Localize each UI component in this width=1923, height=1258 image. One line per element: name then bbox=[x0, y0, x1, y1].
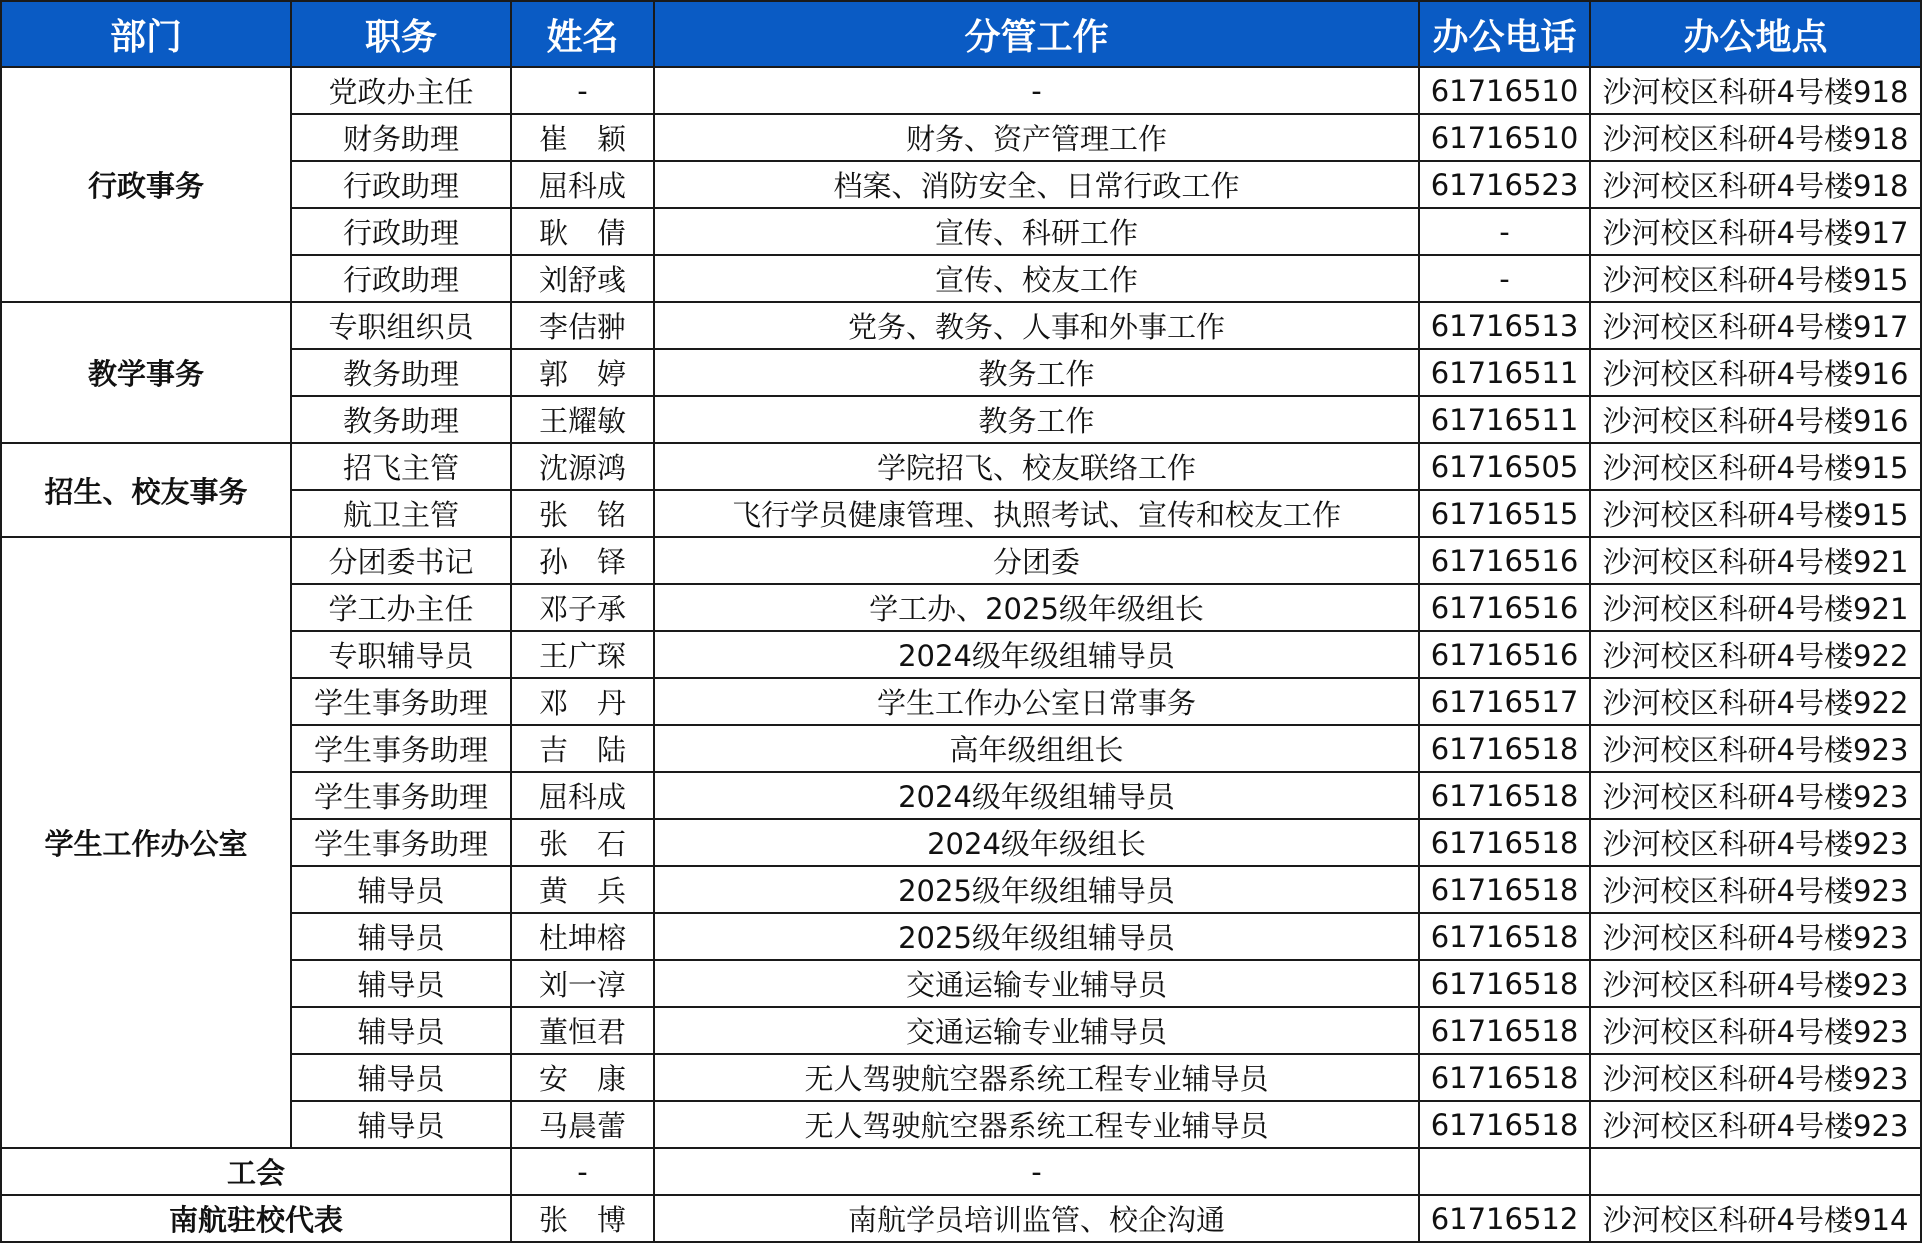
header-position: 职务 bbox=[291, 1, 511, 67]
phone-cell: 61716511 bbox=[1419, 396, 1590, 443]
location-cell: 沙河校区科研4号楼918 bbox=[1590, 161, 1921, 208]
location-cell: 沙河校区科研4号楼915 bbox=[1590, 443, 1921, 490]
location-cell: 沙河校区科研4号楼923 bbox=[1590, 1007, 1921, 1054]
phone-cell: 61716518 bbox=[1419, 960, 1590, 1007]
department-cell: 南航驻校代表 bbox=[1, 1195, 511, 1242]
name-cell: 吉 陆 bbox=[511, 725, 654, 772]
position-cell: 辅导员 bbox=[291, 1007, 511, 1054]
header-name: 姓名 bbox=[511, 1, 654, 67]
table-row bbox=[1, 1148, 1921, 1195]
duties-cell: 无人驾驶航空器系统工程专业辅导员 bbox=[654, 1101, 1419, 1148]
table-row bbox=[1, 537, 1921, 584]
position-cell: 航卫主管 bbox=[291, 490, 511, 537]
duties-cell: 宣传、科研工作 bbox=[654, 208, 1419, 255]
duties-cell: 学工办、2025级年级组长 bbox=[654, 584, 1419, 631]
phone-cell: - bbox=[1419, 255, 1590, 302]
position-cell: 辅导员 bbox=[291, 960, 511, 1007]
phone-cell: 61716516 bbox=[1419, 631, 1590, 678]
header-phone: 办公电话 bbox=[1419, 1, 1590, 67]
phone-cell: 61716518 bbox=[1419, 819, 1590, 866]
duties-cell: 交通运输专业辅导员 bbox=[654, 960, 1419, 1007]
name-cell: 黄 兵 bbox=[511, 866, 654, 913]
header-department: 部门 bbox=[1, 1, 291, 67]
duties-cell: 教务工作 bbox=[654, 349, 1419, 396]
table-body bbox=[1, 67, 1921, 1242]
phone-cell: 61716513 bbox=[1419, 302, 1590, 349]
department-cell: 学生工作办公室 bbox=[1, 537, 291, 1148]
name-cell: 孙 铎 bbox=[511, 537, 654, 584]
position-cell: 学生事务助理 bbox=[291, 772, 511, 819]
position-cell: 党政办主任 bbox=[291, 67, 511, 114]
duties-cell: 档案、消防安全、日常行政工作 bbox=[654, 161, 1419, 208]
position-cell: 招飞主管 bbox=[291, 443, 511, 490]
phone-cell: 61716515 bbox=[1419, 490, 1590, 537]
duties-cell: 飞行学员健康管理、执照考试、宣传和校友工作 bbox=[654, 490, 1419, 537]
location-cell: 沙河校区科研4号楼918 bbox=[1590, 114, 1921, 161]
duties-cell: - bbox=[654, 67, 1419, 114]
location-cell: 沙河校区科研4号楼923 bbox=[1590, 1101, 1921, 1148]
phone-cell: 61716511 bbox=[1419, 349, 1590, 396]
name-cell: 马晨蕾 bbox=[511, 1101, 654, 1148]
position-cell: 行政助理 bbox=[291, 208, 511, 255]
duties-cell: 党务、教务、人事和外事工作 bbox=[654, 302, 1419, 349]
position-cell: 学生事务助理 bbox=[291, 678, 511, 725]
name-cell: 王耀敏 bbox=[511, 396, 654, 443]
phone-cell: 61716518 bbox=[1419, 913, 1590, 960]
table-row bbox=[1, 302, 1921, 349]
name-cell: 张 石 bbox=[511, 819, 654, 866]
position-cell: 教务助理 bbox=[291, 349, 511, 396]
table-row bbox=[1, 443, 1921, 490]
department-cell: 教学事务 bbox=[1, 302, 291, 443]
phone-cell: 61716512 bbox=[1419, 1195, 1590, 1242]
header-row bbox=[1, 1, 1921, 67]
duties-cell: 2024级年级组辅导员 bbox=[654, 772, 1419, 819]
name-cell: 安 康 bbox=[511, 1054, 654, 1101]
position-cell: 辅导员 bbox=[291, 1101, 511, 1148]
name-cell: 董恒君 bbox=[511, 1007, 654, 1054]
location-cell: 沙河校区科研4号楼917 bbox=[1590, 302, 1921, 349]
name-cell: - bbox=[511, 1148, 654, 1195]
table-row bbox=[1, 1195, 1921, 1242]
name-cell: 张 铭 bbox=[511, 490, 654, 537]
duties-cell: 学院招飞、校友联络工作 bbox=[654, 443, 1419, 490]
position-cell: 专职组织员 bbox=[291, 302, 511, 349]
location-cell: 沙河校区科研4号楼918 bbox=[1590, 67, 1921, 114]
location-cell: 沙河校区科研4号楼915 bbox=[1590, 255, 1921, 302]
phone-cell: 61716516 bbox=[1419, 584, 1590, 631]
location-cell: 沙河校区科研4号楼923 bbox=[1590, 819, 1921, 866]
department-cell: 工会 bbox=[1, 1148, 511, 1195]
duties-cell: 交通运输专业辅导员 bbox=[654, 1007, 1419, 1054]
name-cell: 耿 倩 bbox=[511, 208, 654, 255]
position-cell: 辅导员 bbox=[291, 913, 511, 960]
location-cell: 沙河校区科研4号楼923 bbox=[1590, 772, 1921, 819]
duties-cell: 宣传、校友工作 bbox=[654, 255, 1419, 302]
duties-cell: 2025级年级组辅导员 bbox=[654, 913, 1419, 960]
location-cell: 沙河校区科研4号楼916 bbox=[1590, 396, 1921, 443]
header-duties: 分管工作 bbox=[654, 1, 1419, 67]
phone-cell: 61716510 bbox=[1419, 114, 1590, 161]
phone-cell: 61716510 bbox=[1419, 67, 1590, 114]
name-cell: 崔 颖 bbox=[511, 114, 654, 161]
phone-cell: - bbox=[1419, 208, 1590, 255]
position-cell: 辅导员 bbox=[291, 866, 511, 913]
duties-cell: 无人驾驶航空器系统工程专业辅导员 bbox=[654, 1054, 1419, 1101]
phone-cell: 61716518 bbox=[1419, 1007, 1590, 1054]
phone-cell: 61716505 bbox=[1419, 443, 1590, 490]
name-cell: 屈科成 bbox=[511, 161, 654, 208]
location-cell: 沙河校区科研4号楼915 bbox=[1590, 490, 1921, 537]
duties-cell: 南航学员培训监管、校企沟通 bbox=[654, 1195, 1419, 1242]
location-cell bbox=[1590, 1148, 1921, 1195]
phone-cell: 61716518 bbox=[1419, 772, 1590, 819]
position-cell: 专职辅导员 bbox=[291, 631, 511, 678]
location-cell: 沙河校区科研4号楼921 bbox=[1590, 537, 1921, 584]
phone-cell: 61716523 bbox=[1419, 161, 1590, 208]
position-cell: 教务助理 bbox=[291, 396, 511, 443]
name-cell: 屈科成 bbox=[511, 772, 654, 819]
name-cell: 张 博 bbox=[511, 1195, 654, 1242]
location-cell: 沙河校区科研4号楼923 bbox=[1590, 1054, 1921, 1101]
location-cell: 沙河校区科研4号楼923 bbox=[1590, 725, 1921, 772]
name-cell: 沈源鸿 bbox=[511, 443, 654, 490]
department-cell: 行政事务 bbox=[1, 67, 291, 302]
position-cell: 学工办主任 bbox=[291, 584, 511, 631]
table-row bbox=[1, 67, 1921, 114]
duties-cell: 财务、资产管理工作 bbox=[654, 114, 1419, 161]
name-cell: 刘舒彧 bbox=[511, 255, 654, 302]
location-cell: 沙河校区科研4号楼923 bbox=[1590, 913, 1921, 960]
position-cell: 行政助理 bbox=[291, 255, 511, 302]
phone-cell: 61716516 bbox=[1419, 537, 1590, 584]
position-cell: 财务助理 bbox=[291, 114, 511, 161]
name-cell: 邓子承 bbox=[511, 584, 654, 631]
location-cell: 沙河校区科研4号楼923 bbox=[1590, 866, 1921, 913]
position-cell: 分团委书记 bbox=[291, 537, 511, 584]
name-cell: 邓 丹 bbox=[511, 678, 654, 725]
duties-cell: 分团委 bbox=[654, 537, 1419, 584]
location-cell: 沙河校区科研4号楼922 bbox=[1590, 678, 1921, 725]
location-cell: 沙河校区科研4号楼921 bbox=[1590, 584, 1921, 631]
table-header bbox=[1, 1, 1921, 67]
duties-cell: - bbox=[654, 1148, 1419, 1195]
phone-cell: 61716518 bbox=[1419, 1101, 1590, 1148]
name-cell: 李佶翀 bbox=[511, 302, 654, 349]
location-cell: 沙河校区科研4号楼923 bbox=[1590, 960, 1921, 1007]
department-cell: 招生、校友事务 bbox=[1, 443, 291, 537]
position-cell: 行政助理 bbox=[291, 161, 511, 208]
name-cell: 王广琛 bbox=[511, 631, 654, 678]
position-cell: 学生事务助理 bbox=[291, 819, 511, 866]
location-cell: 沙河校区科研4号楼917 bbox=[1590, 208, 1921, 255]
phone-cell bbox=[1419, 1148, 1590, 1195]
header-location: 办公地点 bbox=[1590, 1, 1921, 67]
name-cell: 刘一淳 bbox=[511, 960, 654, 1007]
location-cell: 沙河校区科研4号楼914 bbox=[1590, 1195, 1921, 1242]
duties-cell: 高年级组组长 bbox=[654, 725, 1419, 772]
phone-cell: 61716518 bbox=[1419, 725, 1590, 772]
position-cell: 辅导员 bbox=[291, 1054, 511, 1101]
name-cell: 杜坤榕 bbox=[511, 913, 654, 960]
phone-cell: 61716518 bbox=[1419, 1054, 1590, 1101]
phone-cell: 61716518 bbox=[1419, 866, 1590, 913]
location-cell: 沙河校区科研4号楼922 bbox=[1590, 631, 1921, 678]
name-cell: 郭 婷 bbox=[511, 349, 654, 396]
location-cell: 沙河校区科研4号楼916 bbox=[1590, 349, 1921, 396]
duties-cell: 教务工作 bbox=[654, 396, 1419, 443]
phone-cell: 61716517 bbox=[1419, 678, 1590, 725]
name-cell: - bbox=[511, 67, 654, 114]
duties-cell: 学生工作办公室日常事务 bbox=[654, 678, 1419, 725]
duties-cell: 2024级年级组长 bbox=[654, 819, 1419, 866]
position-cell: 学生事务助理 bbox=[291, 725, 511, 772]
duties-cell: 2024级年级组辅导员 bbox=[654, 631, 1419, 678]
duties-cell: 2025级年级组辅导员 bbox=[654, 866, 1419, 913]
